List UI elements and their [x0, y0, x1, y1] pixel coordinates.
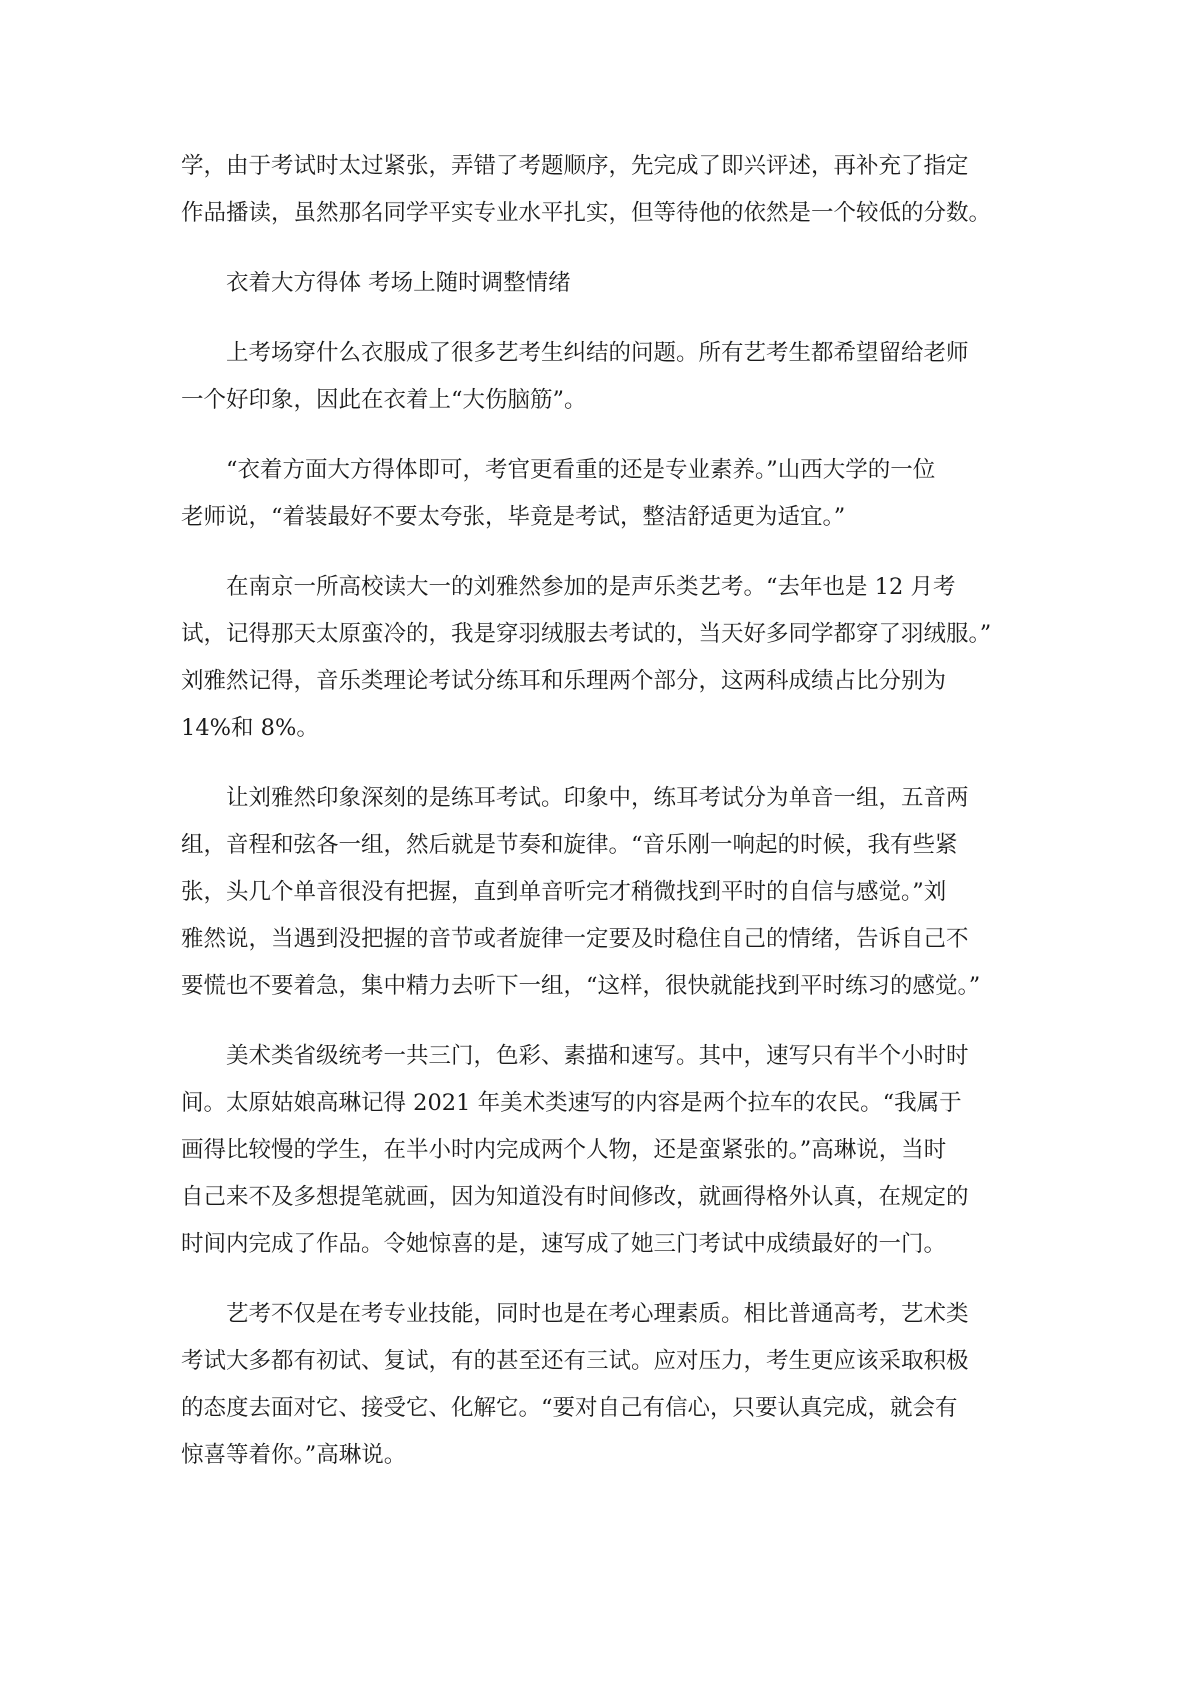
text-line: 试，记得那天太原蛮冷的，我是穿羽绒服去考试的，当天好多同学都穿了羽绒服。” — [181, 621, 992, 647]
text-line: 的态度去面对它、接受它、化解它。“要对自己有信心，只要认真完成，就会有 — [181, 1395, 958, 1421]
paragraph-1 — [181, 143, 1016, 237]
text-line: 在南京一所高校读大一的刘雅然参加的是声乐类艺考。“去年也是 12 月考 — [226, 574, 956, 600]
text-line: 衣着大方得体 考场上随时调整情绪 — [226, 270, 571, 296]
text-line: 惊喜等着你。”高琳说。 — [181, 1442, 407, 1468]
text-line: 要慌也不要着急，集中精力去听下一组，“这样，很快就能找到平时练习的感觉。” — [181, 973, 981, 999]
text-line: 老师说，“着装最好不要太夸张，毕竟是考试，整洁舒适更为适宜。” — [181, 504, 846, 530]
text-line: “衣着方面大方得体即可，考官更看重的还是专业素养。”山西大学的一位 — [226, 457, 936, 483]
paragraph-3 — [181, 330, 1016, 424]
text-line: 作品播读，虽然那名同学平实专业水平扎实，但等待他的依然是一个较低的分数。 — [181, 200, 992, 226]
text-line: 雅然说，当遇到没把握的音节或者旋律一定要及时稳住自己的情绪，告诉自己不 — [181, 926, 969, 952]
paragraph-5 — [181, 564, 1016, 752]
paragraph-4 — [181, 447, 1016, 541]
text-line: 组，音程和弦各一组，然后就是节奏和旋律。“音乐刚一响起的时候，我有些紧 — [181, 832, 958, 858]
paragraph-7 — [181, 1033, 1016, 1268]
text-line: 画得比较慢的学生，在半小时内完成两个人物，还是蛮紧张的。”高琳说，当时 — [181, 1137, 947, 1163]
text-line: 一个好印象，因此在衣着上“大伤脑筋”。 — [181, 387, 587, 413]
text-line: 上考场穿什么衣服成了很多艺考生纠结的问题。所有艺考生都希望留给老师 — [226, 340, 969, 366]
text-line: 自己来不及多想提笔就画，因为知道没有时间修改，就画得格外认真，在规定的 — [181, 1184, 969, 1210]
text-line: 让刘雅然印象深刻的是练耳考试。印象中，练耳考试分为单音一组，五音两 — [226, 785, 969, 811]
text-line: 艺考不仅是在考专业技能，同时也是在考心理素质。相比普通高考，艺术类 — [226, 1301, 969, 1327]
article-body — [181, 143, 1016, 1502]
text-line: 14%和 8%。 — [181, 715, 319, 741]
text-line: 美术类省级统考一共三门，色彩、素描和速写。其中，速写只有半个小时时 — [226, 1043, 969, 1069]
text-line: 张，头几个单音很没有把握，直到单音听完才稍微找到平时的自信与感觉。”刘 — [181, 879, 947, 905]
text-line: 学，由于考试时太过紧张，弄错了考题顺序，先完成了即兴评述，再补充了指定 — [181, 153, 969, 179]
paragraph-6 — [181, 775, 1016, 1010]
paragraph-8 — [181, 1291, 1016, 1479]
text-line: 时间内完成了作品。令她惊喜的是，速写成了她三门考试中成绩最好的一门。 — [181, 1231, 947, 1257]
section-heading — [181, 260, 1016, 307]
text-line: 间。太原姑娘高琳记得 2021 年美术类速写的内容是两个拉车的农民。“我属于 — [181, 1090, 962, 1116]
text-line: 考试大多都有初试、复试，有的甚至还有三试。应对压力，考生更应该采取积极 — [181, 1348, 969, 1374]
text-line: 刘雅然记得，音乐类理论考试分练耳和乐理两个部分，这两科成绩占比分别为 — [181, 668, 947, 694]
